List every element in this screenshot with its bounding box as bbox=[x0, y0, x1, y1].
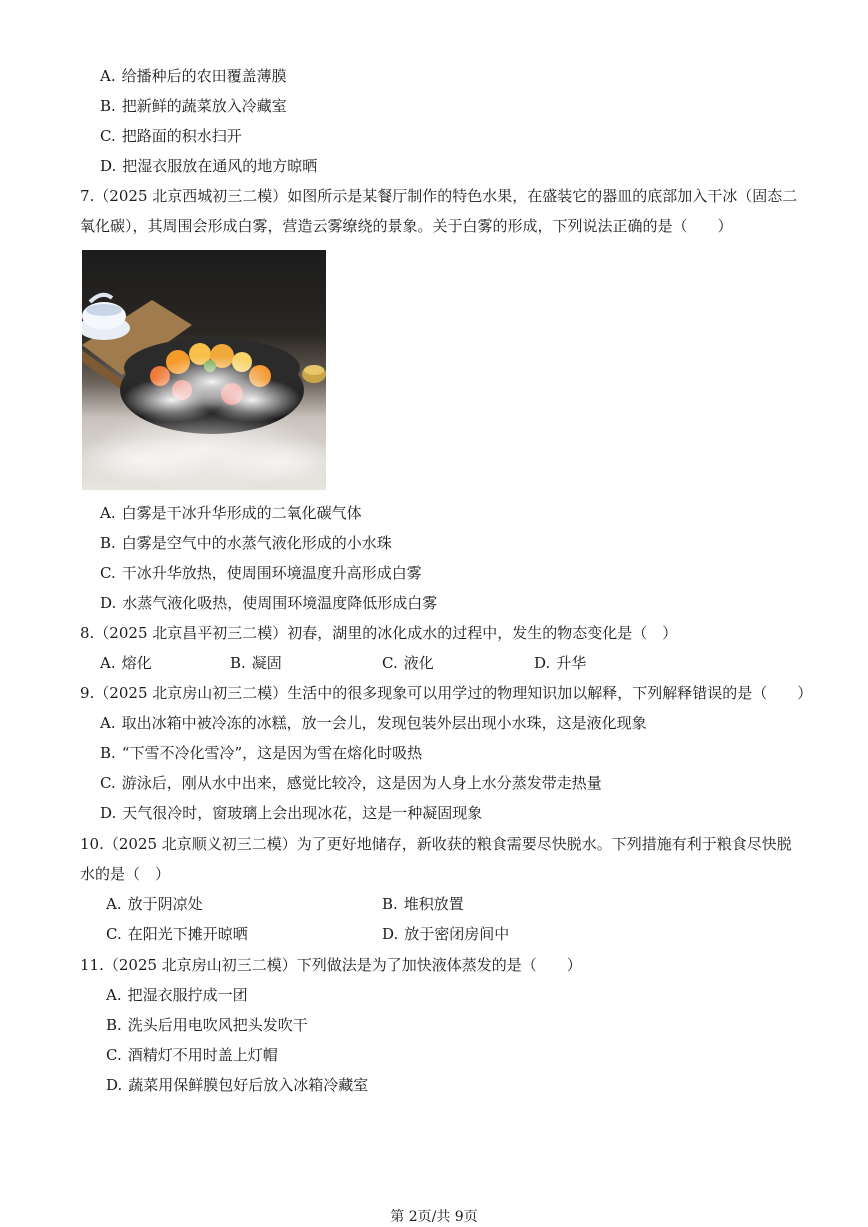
q7-option-d: D. 水蒸气液化吸热，使周围环境温度降低形成白雾 bbox=[100, 594, 438, 612]
prev-option-a: A. 给播种后的农田覆盖薄膜 bbox=[100, 67, 287, 85]
q10-option-b: B. 堆积放置 bbox=[382, 895, 464, 913]
prev-option-c: C. 把路面的积水扫开 bbox=[100, 127, 242, 145]
page-number: 第 2页/共 9页 bbox=[390, 1209, 478, 1225]
q8-option-d: D. 升华 bbox=[534, 654, 587, 672]
dry-ice-fruit-illustration bbox=[82, 250, 326, 490]
prev-option-b: B. 把新鲜的蔬菜放入冷藏室 bbox=[100, 97, 287, 115]
q8-option-c: C. 液化 bbox=[382, 654, 434, 672]
q7-stem-line1: 7.（2025 北京西城初三二模）如图所示是某餐厅制作的特色水果，在盛装它的器皿的底部加入干冰（固态二 bbox=[80, 187, 798, 205]
dry-ice-fruit-photo bbox=[82, 250, 326, 490]
q11-option-c: C. 酒精灯不用时盖上灯帽 bbox=[106, 1046, 278, 1064]
q8-stem: 8.（2025 北京昌平初三二模）初春，湖里的冰化成水的过程中，发生的物态变化是（ ） bbox=[80, 624, 678, 642]
q10-option-c: C. 在阳光下摊开晾晒 bbox=[106, 925, 248, 943]
q9-option-c: C. 游泳后，刚从水中出来，感觉比较冷，这是因为人身上水分蒸发带走热量 bbox=[100, 774, 602, 792]
q10-option-d: D. 放于密闭房间中 bbox=[382, 925, 510, 943]
q7-stem-line2: 氧化碳），其周围会形成白雾，营造云雾缭绕的景象。关于白雾的形成，下列说法正确的是（ ） bbox=[80, 217, 733, 235]
q11-option-d: D. 蔬菜用保鲜膜包好后放入冰箱冷藏室 bbox=[106, 1076, 369, 1094]
q10-stem-line2: 水的是（ ） bbox=[80, 865, 171, 883]
q7-option-b: B. 白雾是空气中的水蒸气液化形成的小水珠 bbox=[100, 534, 392, 552]
q7-option-a: A. 白雾是干冰升华形成的二氧化碳气体 bbox=[100, 504, 362, 522]
q9-option-d: D. 天气很冷时，窗玻璃上会出现冰花，这是一种凝固现象 bbox=[100, 804, 483, 822]
q10-stem-line1: 10.（2025 北京顺义初三二模）为了更好地储存，新收获的粮食需要尽快脱水。下列措施有利于粮食尽快脱 bbox=[80, 835, 792, 853]
q7-option-c: C. 干冰升华放热，使周围环境温度升高形成白雾 bbox=[100, 564, 422, 582]
q9-stem: 9.（2025 北京房山初三二模）生活中的很多现象可以用学过的物理知识加以解释，下列解释错误的是（ ） bbox=[80, 684, 813, 702]
q10-option-a: A. 放于阴凉处 bbox=[106, 895, 203, 913]
q9-option-a: A. 取出冰箱中被冷冻的冰糕，放一会儿，发现包装外层出现小水珠，这是液化现象 bbox=[100, 714, 647, 732]
q8-option-a: A. 熔化 bbox=[100, 654, 152, 672]
q11-option-b: B. 洗头后用电吹风把头发吹干 bbox=[106, 1016, 308, 1034]
q9-option-b: B. “下雪不冷化雪冷”，这是因为雪在熔化时吸热 bbox=[100, 744, 423, 762]
q11-stem: 11.（2025 北京房山初三二模）下列做法是为了加快液体蒸发的是（ ） bbox=[80, 956, 582, 974]
prev-option-d: D. 把湿衣服放在通风的地方晾晒 bbox=[100, 157, 318, 175]
q8-option-b: B. 凝固 bbox=[230, 654, 282, 672]
q11-option-a: A. 把湿衣服拧成一团 bbox=[106, 986, 248, 1004]
